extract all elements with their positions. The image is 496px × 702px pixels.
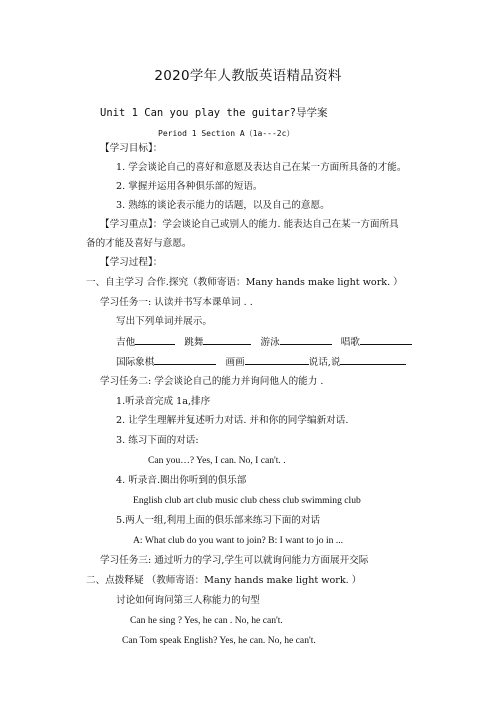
word-chess: 国际象棋: [116, 357, 155, 368]
blank-draw[interactable]: [245, 355, 309, 365]
blank-speak[interactable]: [340, 355, 406, 365]
blank-sing[interactable]: [360, 335, 412, 345]
dialogue-1: Can you…? Yes, I can. No, I can't. .: [148, 455, 286, 466]
example-1: Can he sing ? Yes, he can . No, he can't.: [130, 615, 283, 626]
word-dance: 跳舞: [184, 337, 204, 348]
task-two-step-1: 1.听录音完成 1a,排序: [116, 396, 211, 407]
blank-guitar[interactable]: [135, 335, 175, 345]
blank-swim[interactable]: [280, 335, 332, 345]
discussion-prompt: 讨论如何询问第三人称能力的句型: [116, 595, 260, 606]
task-three: 学习任务三: 通过听力的学习,学生可以就询问能力方面展开交际: [100, 555, 369, 566]
dialogue-2: A: What club do you want to join? B: I want to jo in ...: [133, 535, 344, 546]
doc-header: 2020学年人教版英语精品资料: [154, 68, 342, 84]
period-line: Period 1 Section A（1a---2c）: [158, 129, 295, 138]
word-guitar: 吉他: [116, 337, 136, 348]
task-two-step-5: 5.两人一组,利用上面的俱乐部来练习下面的对话: [116, 515, 321, 526]
task-two-step-3: 3. 练习下面的对话:: [116, 435, 199, 446]
process-heading: 【学习过程】：: [100, 257, 163, 268]
example-2: Can Tom speak English? Yes, he can. No, he can't.: [122, 635, 316, 646]
objective-1: 1. 学会谈论自己的喜好和意愿及表达自己在某一方面所具备的才能。: [116, 162, 407, 173]
task-one-instruction: 写出下列单词并展示。: [116, 316, 212, 327]
word-sing: 唱歌: [340, 337, 360, 348]
vocab-row-2: [116, 355, 406, 369]
key-points-line-1: 【学习重点】：学会谈论自己或别人的能力. 能表达自己在某一方面所具: [100, 219, 399, 230]
unit-title: Unit 1 Can you play the guitar?导学案: [100, 107, 328, 119]
part-one-heading: 一、自主学习 合作.探究（教师寄语：Many hands make light work. ）: [86, 277, 403, 288]
vocab-row-1: [116, 335, 412, 349]
word-draw: 画画: [225, 357, 245, 368]
blank-dance[interactable]: [203, 335, 251, 345]
task-two-step-2: 2. 让学生理解并复述听力对话. 并和你的同学编新对话.: [116, 415, 349, 426]
club-list: English club art club music club chess club swimming club: [133, 495, 361, 506]
objective-2: 2. 掌握并运用各种俱乐部的短语。: [116, 181, 263, 192]
task-two-step-4: 4. 听录音.圈出你听到的俱乐部: [116, 475, 247, 486]
word-swim: 游泳: [260, 337, 280, 348]
key-points-line-2: 备的才能及喜好与意愿。: [86, 238, 192, 249]
blank-chess[interactable]: [154, 355, 216, 365]
objective-3: 3. 熟练的谈论表示能力的话题，以及自己的意愿。: [116, 200, 330, 211]
word-speak: 说话,说: [308, 357, 341, 368]
task-one: 学习任务一: 认读并书写本课单词 . .: [100, 297, 253, 308]
task-two: 学习任务二: 学会谈论自己的能力并询问他人的能力 .: [100, 376, 324, 387]
objectives-heading: 【学习目标】：: [100, 143, 163, 154]
part-two-heading: 二、点拨释疑 （教师寄语：Many hands make light work. ）: [86, 575, 362, 586]
